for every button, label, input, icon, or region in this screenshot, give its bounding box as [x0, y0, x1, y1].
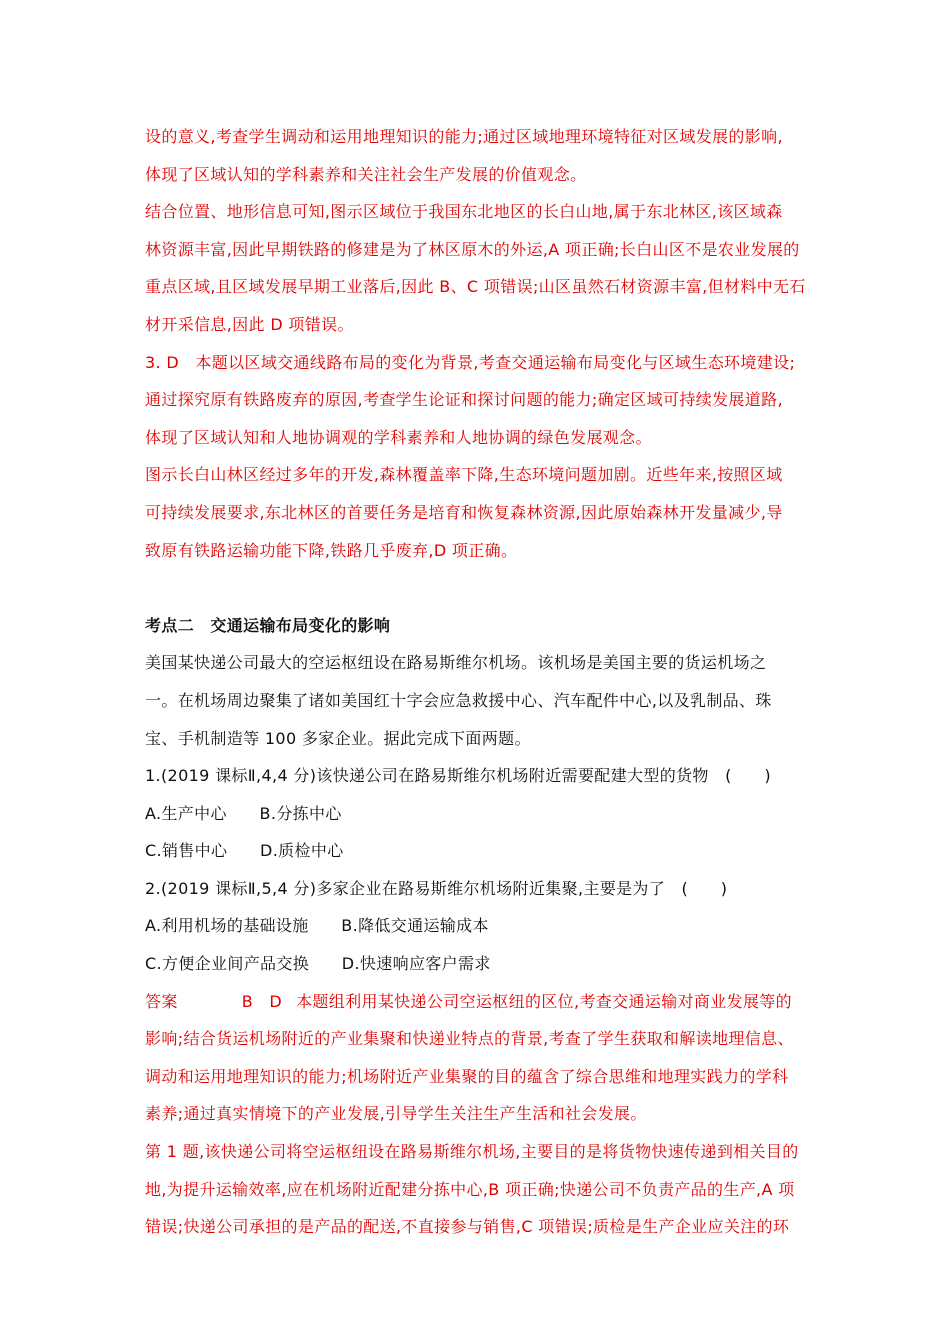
document-page — [145, 118, 810, 1246]
explanation-line: 调动和运用地理知识的能力;机场附近产业集聚的目的蕴含了综合思维和地理实践力的学科 — [145, 1066, 789, 1086]
question-stem-line: 美国某快递公司最大的空运枢纽设在路易斯维尔机场。该机场是美国主要的货运机场之 — [145, 653, 767, 673]
explanation-line: 重点区域,且区域发展早期工业落后,因此 B、C 项错误;山区虽然石材资源丰富,但材料中无石 — [145, 277, 806, 297]
explanation-line: 图示长白山林区经过多年的开发,森林覆盖率下降,生态环境问题加剧。近些年来,按照区域 — [145, 465, 783, 485]
explanation-line: 通过探究原有铁路废弃的原因,考查学生论证和探讨问题的能力;确定区域可持续发展道路, — [145, 390, 783, 410]
explanation-line: 体现了区域认知和人地协调观的学科素养和人地协调的绿色发展观念。 — [145, 427, 652, 447]
explanation-line: 材开采信息,因此 D 项错误。 — [145, 314, 354, 334]
question-1: 1.(2019 课标Ⅱ,4,4 分)该快递公司在路易斯维尔机场附近需要配建大型的货物 ( ) — [145, 766, 771, 786]
explanation-line: 地,为提升运输效率,应在机场附近配建分拣中心,B 项正确;快递公司不负责产品的生产,A 项 — [145, 1179, 795, 1199]
explanation-line: 林资源丰富,因此早期铁路的修建是为了林区原木的外运,A 项正确;长白山区不是农业发展的 — [145, 239, 800, 259]
explanation-line: 第 1 题,该快递公司将空运枢纽设在路易斯维尔机场,主要目的是将货物快速传递到相关目的 — [145, 1142, 799, 1162]
answer-value: B D — [241, 991, 283, 1011]
answer-text: 本题组利用某快递公司空运枢纽的区位,考查交通运输对商业发展等的 — [296, 991, 792, 1011]
explanation-line: 致原有铁路运输功能下降,铁路几乎废弃,D 项正确。 — [145, 540, 518, 560]
explanation-line: 体现了区域认知的学科素养和关注社会生产发展的价值观念。 — [145, 164, 587, 184]
explanation-line: 素养;通过真实情境下的产业发展,引导学生关注生产生活和社会发展。 — [145, 1104, 647, 1124]
question-1-options: A.生产中心 B.分拣中心 — [145, 803, 342, 823]
answer-3-line: 3. D 本题以区域交通线路布局的变化为背景,考查交通运输布局变化与区域生态环境建设; — [145, 352, 796, 372]
answer-line — [145, 983, 810, 1021]
question-2-options: C.方便企业间产品交换 D.快速响应客户需求 — [145, 954, 491, 974]
question-stem-line: 一。在机场周边聚集了诸如美国红十字会应急救援中心、汽车配件中心,以及乳制品、珠 — [145, 690, 772, 710]
explanation-line: 影响;结合货运机场附近的产业集聚和快递业特点的背景,考查了学生获取和解读地理信息、 — [145, 1029, 794, 1049]
question-2: 2.(2019 课标Ⅱ,5,4 分)多家企业在路易斯维尔机场附近集聚,主要是为了 ( ) — [145, 878, 728, 898]
question-2-options: A.利用机场的基础设施 B.降低交通运输成本 — [145, 916, 489, 936]
question-stem-line: 宝、手机制造等 100 多家企业。据此完成下面两题。 — [145, 728, 531, 748]
question-1-options: C.销售中心 D.质检中心 — [145, 841, 344, 861]
explanation-line: 结合位置、地形信息可知,图示区域位于我国东北地区的长白山地,属于东北林区,该区域森 — [145, 202, 783, 222]
explanation-line: 可持续发展要求,东北林区的首要任务是培育和恢复森林资源,因此原始森林开发量减少,导 — [145, 502, 783, 522]
answer-label: 答案 — [145, 991, 178, 1011]
blank-line — [145, 569, 810, 607]
section-title: 考点二 交通运输布局变化的影响 — [145, 615, 391, 635]
explanation-line: 错误;快递公司承担的是产品的配送,不直接参与销售,C 项错误;质检是生产企业应关注的环 — [145, 1217, 790, 1237]
explanation-line: 设的意义,考查学生调动和运用地理知识的能力;通过区域地理环境特征对区域发展的影响, — [145, 127, 783, 146]
